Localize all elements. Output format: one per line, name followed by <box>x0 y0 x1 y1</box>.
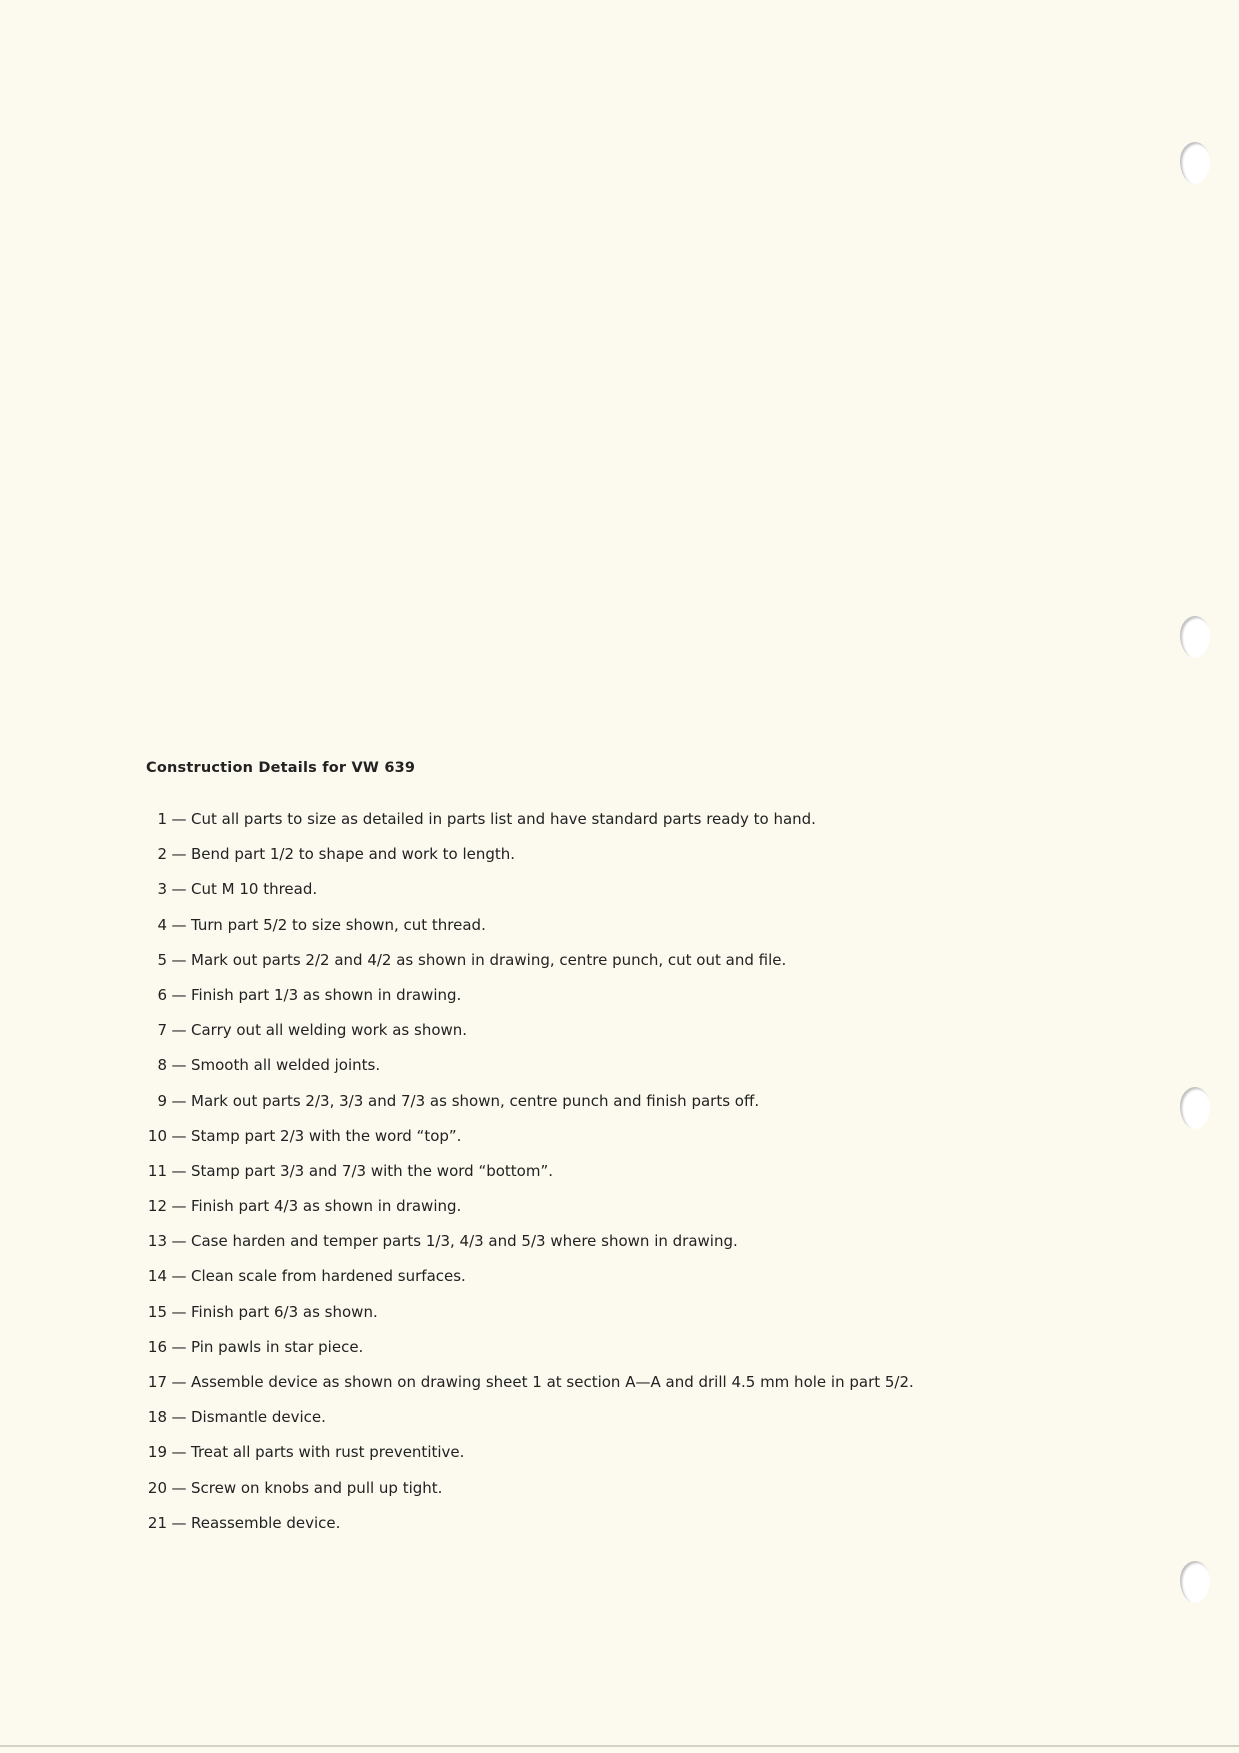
step-item <box>140 984 920 1006</box>
punch-hole-1 <box>1180 142 1210 184</box>
step-separator: — <box>171 845 187 864</box>
step-number: 16 <box>147 1337 167 1356</box>
step-item <box>140 843 920 865</box>
punch-hole-3 <box>1180 1087 1210 1129</box>
step-number: 2 <box>157 845 167 864</box>
step-number: 17 <box>147 1373 167 1391</box>
step-separator: — <box>171 1267 187 1286</box>
step-number: 12 <box>147 1197 167 1216</box>
step-text: Clean scale from hardened surfaces. <box>191 1267 466 1286</box>
step-number: 9 <box>157 1091 167 1110</box>
step-item <box>140 914 920 936</box>
step-separator: — <box>171 1302 187 1321</box>
step-text: Turn part 5/2 to size shown, cut thread. <box>191 915 486 934</box>
step-number: 10 <box>147 1126 167 1145</box>
step-separator: — <box>171 1337 187 1356</box>
step-text: Stamp part 2/3 with the word “top”. <box>191 1126 462 1145</box>
step-number: 1 <box>157 810 167 828</box>
step-item <box>140 1195 920 1217</box>
construction-steps-list <box>140 808 920 1547</box>
step-text: Cut all parts to size as detailed in parts list and have standard parts ready to hand. <box>191 810 816 828</box>
step-text: Treat all parts with rust preventitive. <box>191 1443 465 1462</box>
step-text: Finish part 4/3 as shown in drawing. <box>191 1197 462 1216</box>
step-number: 15 <box>147 1302 167 1321</box>
step-text: Bend part 1/2 to shape and work to length. <box>191 845 516 864</box>
step-number: 13 <box>147 1232 167 1251</box>
step-item <box>140 1371 920 1393</box>
step-text: Cut M 10 thread. <box>191 880 318 899</box>
step-number: 3 <box>157 880 167 899</box>
step-separator: — <box>171 915 187 934</box>
step-item <box>140 1512 920 1534</box>
step-number: 7 <box>157 1021 167 1040</box>
step-text: Mark out parts 2/2 and 4/2 as shown in drawing, centre punch, cut out and file. <box>191 950 787 969</box>
step-item <box>140 1160 920 1182</box>
step-number: 4 <box>157 915 167 934</box>
step-number: 20 <box>147 1478 167 1497</box>
step-number: 8 <box>157 1056 167 1075</box>
step-number: 18 <box>147 1408 167 1427</box>
step-item <box>140 1090 920 1112</box>
document-heading: Construction Details for VW 639 <box>146 760 416 776</box>
step-text: Case harden and temper parts 1/3, 4/3 and 5/3 where shown in drawing. <box>191 1232 738 1251</box>
punch-hole-4 <box>1180 1561 1210 1603</box>
step-item <box>140 1265 920 1287</box>
step-separator: — <box>171 1056 187 1075</box>
step-text: Stamp part 3/3 and 7/3 with the word “bottom”. <box>191 1161 554 1180</box>
step-number: 11 <box>147 1161 167 1180</box>
step-text: Pin pawls in star piece. <box>191 1337 364 1356</box>
step-separator: — <box>171 1021 187 1040</box>
step-item <box>140 1019 920 1041</box>
step-text: Mark out parts 2/3, 3/3 and 7/3 as shown, centre punch and finish parts off. <box>191 1091 760 1110</box>
step-text: Finish part 1/3 as shown in drawing. <box>191 985 462 1004</box>
step-number: 5 <box>157 950 167 969</box>
step-separator: — <box>171 985 187 1004</box>
step-separator: — <box>171 1513 187 1532</box>
step-separator: — <box>171 1373 187 1391</box>
punch-hole-2 <box>1180 616 1210 658</box>
step-number: 14 <box>147 1267 167 1286</box>
step-separator: — <box>171 1126 187 1145</box>
step-text: Carry out all welding work as shown. <box>191 1021 468 1040</box>
step-separator: — <box>171 950 187 969</box>
step-item <box>140 1441 920 1463</box>
step-item <box>140 878 920 900</box>
step-separator: — <box>171 1161 187 1180</box>
step-number: 21 <box>147 1513 167 1532</box>
step-text: Finish part 6/3 as shown. <box>191 1302 378 1321</box>
step-number: 19 <box>147 1443 167 1462</box>
step-text: Screw on knobs and pull up tight. <box>191 1478 443 1497</box>
step-separator: — <box>171 1197 187 1216</box>
step-separator: — <box>171 880 187 899</box>
step-text: Reassemble device. <box>191 1513 341 1532</box>
step-number: 6 <box>157 985 167 1004</box>
step-separator: — <box>171 810 187 828</box>
step-separator: — <box>171 1091 187 1110</box>
step-text: Assemble device as shown on drawing sheet 1 at section A—A and drill 4.5 mm hole in part 5/2. <box>191 1373 914 1391</box>
step-item <box>140 949 920 971</box>
step-item <box>140 1230 920 1252</box>
step-separator: — <box>171 1232 187 1251</box>
step-item <box>140 808 920 830</box>
step-separator: — <box>171 1443 187 1462</box>
step-item <box>140 1125 920 1147</box>
step-separator: — <box>171 1478 187 1497</box>
page-bottom-edge <box>0 1745 1239 1747</box>
step-item <box>140 1336 920 1358</box>
step-text: Smooth all welded joints. <box>191 1056 381 1075</box>
step-item <box>140 1054 920 1076</box>
step-separator: — <box>171 1408 187 1427</box>
step-item <box>140 1477 920 1499</box>
step-text: Dismantle device. <box>191 1408 326 1427</box>
step-item <box>140 1406 920 1428</box>
step-item <box>140 1301 920 1323</box>
